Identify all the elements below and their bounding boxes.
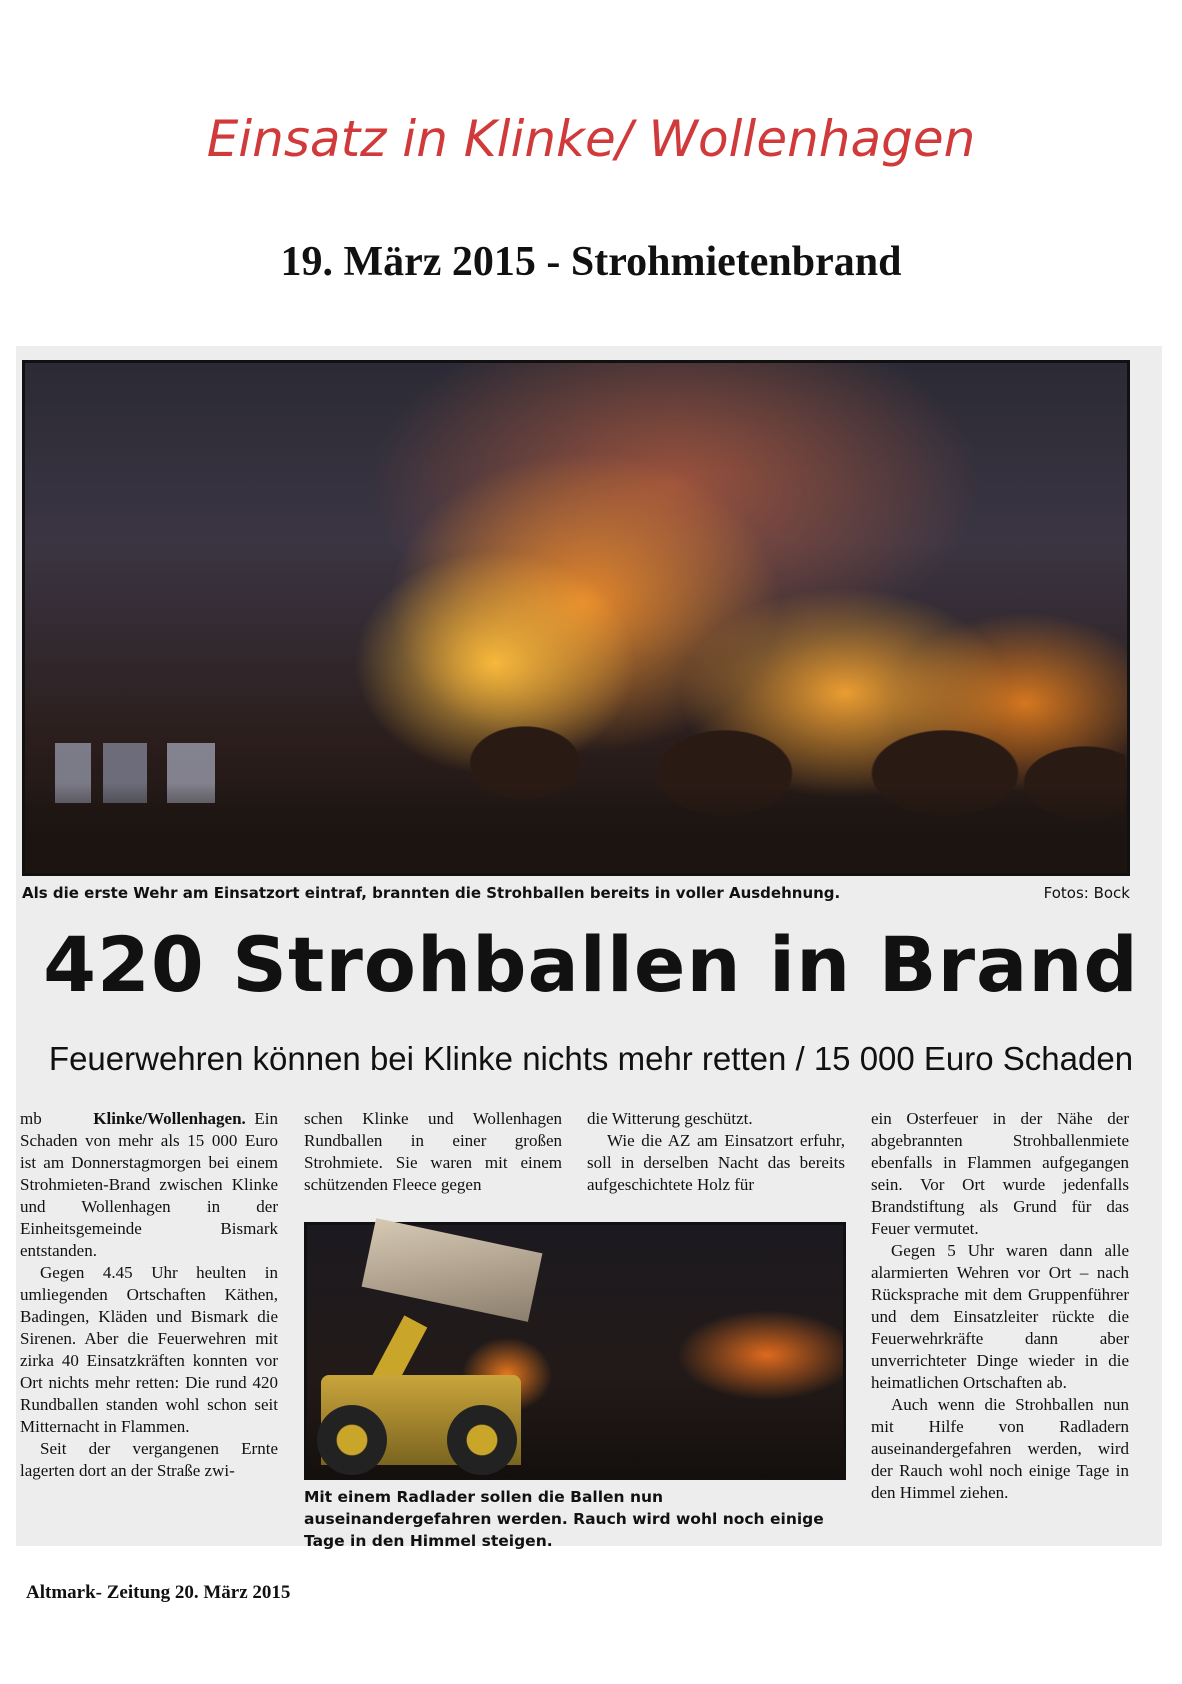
- paragraph: Gegen 4.45 Uhr heulten in umliegenden Ortschaften Käthen, Badingen, Kläden und Bismark die Sirenen. Aber die Feuerwehren mit zirka 40 Einsatzkräften konnten vor Ort nichts mehr retten: Die rund 420 Rundballen standen wohl schon seit Mitternacht in Flammen.: [20, 1263, 278, 1436]
- article-column-1: [20, 1108, 278, 1528]
- loader-wheel: [447, 1405, 517, 1475]
- paragraph: Wie die AZ am Einsatzort erfuhr, soll in derselben Nacht das bereits aufgeschichtete Holz für: [587, 1131, 845, 1194]
- paragraph: Gegen 5 Uhr waren dann alle alarmierten Wehren vor Ort – nach Rücksprache mit dem Gruppenführer und dem Einsatzleiter rückte die Feuerwehrkräfte dann aber unverrichteter Dinge wieder in die heimatlichen Ortschaften ab.: [871, 1241, 1129, 1392]
- article-subheadline: Feuerwehren können bei Klinke nichts mehr retten / 15 000 Euro Schaden: [48, 1040, 1134, 1077]
- photo-caption-text: Als die erste Wehr am Einsatzort eintraf, brannten die Strohballen bereits in voller Ausdehnung.: [22, 884, 841, 902]
- paragraph: Ein Schaden von mehr als 15 000 Euro ist am Donnerstagmorgen bei einem Strohmieten-Brand zwischen Klinke und Wollenhagen in der Einheitsgemeinde Bismark entstanden.: [20, 1109, 279, 1260]
- paragraph: die Witterung geschützt.: [587, 1109, 753, 1128]
- dateline: Klinke/Wollenhagen.: [93, 1109, 246, 1128]
- article-headline: 420 Strohballen in Brand: [43, 920, 1139, 1009]
- photo-credit: Fotos: Bock: [1043, 884, 1130, 902]
- article-column-2: [304, 1108, 562, 1198]
- loader-wheel: [317, 1405, 387, 1475]
- article-column-4: [871, 1108, 1129, 1528]
- fire-photo: [22, 360, 1130, 876]
- paragraph: Auch wenn die Strohballen nun mit Hilfe von Radladern auseinandergefahren werden, wird der Rauch wohl noch einige Tage in den Himmel ziehen.: [871, 1395, 1129, 1502]
- photo-ground: [25, 783, 1127, 873]
- paragraph: Seit der vergangenen Ernte lagerten dort an der Straße zwi-: [20, 1439, 278, 1480]
- article-column-3: [587, 1108, 845, 1198]
- loader-bucket: [362, 1218, 543, 1322]
- page-subtitle: 19. März 2015 - Strohmietenbrand: [280, 239, 902, 285]
- wheel-loader-photo: [304, 1222, 846, 1480]
- source-footer: Altmark- Zeitung 20. März 2015: [26, 1582, 291, 1603]
- photo-caption: [22, 884, 1130, 908]
- second-photo-caption: Mit einem Radlader sollen die Ballen nun auseinandergefahren werden. Rauch wird wohl noch einige Tage in den Himmel steigen.: [304, 1488, 824, 1550]
- paragraph: ein Osterfeuer in der Nähe der abgebrannten Strohballenmiete ebenfalls in Flammen aufgegangen sein. Vor Ort wurde jedenfalls Brandstiftung als Grund für das Feuer vermutet.: [871, 1109, 1129, 1238]
- author-initials: mb: [20, 1109, 42, 1128]
- page-title: Einsatz in Klinke/ Wollenhagen: [206, 110, 976, 168]
- paragraph: schen Klinke und Wollenhagen Rundballen in einer großen Strohmiete. Sie waren mit einem schützenden Fleece gegen: [304, 1109, 562, 1194]
